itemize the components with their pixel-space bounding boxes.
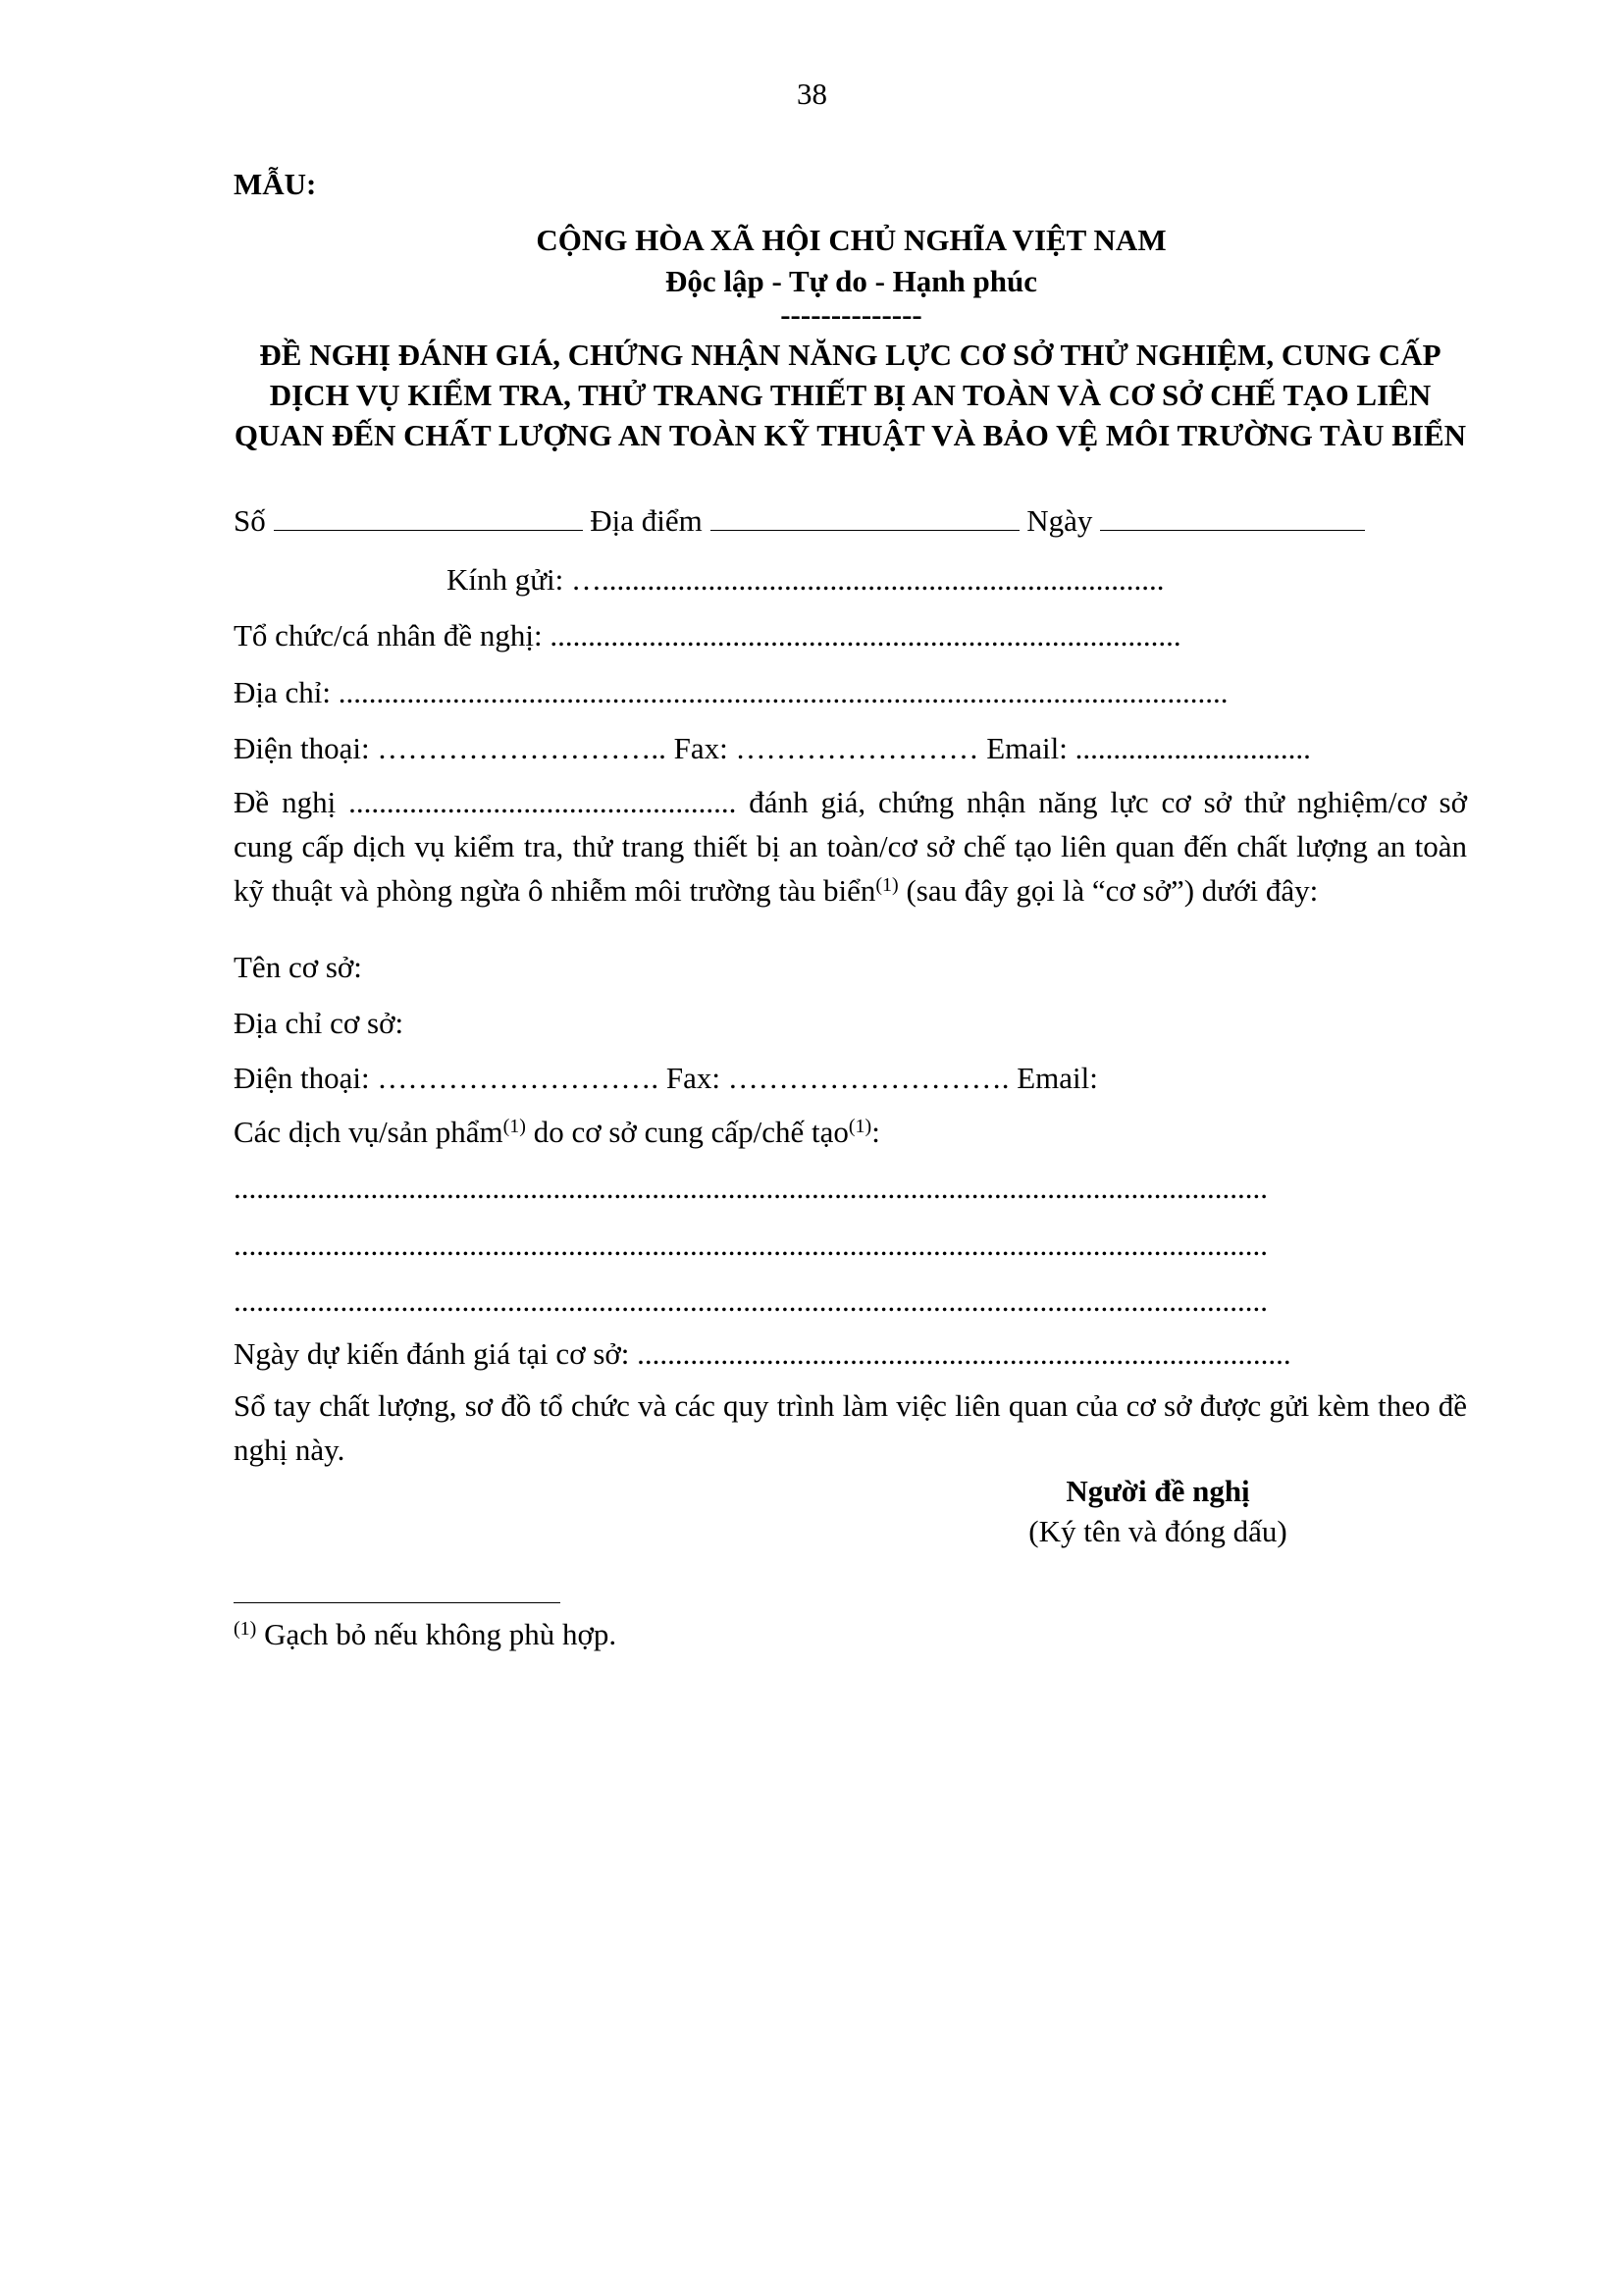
dotted-line: ........................................................................................................................................: [234, 1171, 1268, 1205]
dia-chi-co-so-line: Địa chỉ cơ sở:: [234, 1006, 404, 1040]
request-paragraph: [234, 780, 1467, 913]
request-text: Đề nghị ................................................... đánh giá, chứng nhận năng lực cơ sở thử nghiệm/cơ sở cung cấp dịch vụ kiểm tra, thử trang thiết bị an toàn/cơ sở chế tạo liên quan đến chất lượng an toàn kỹ thuật và phòng ngừa ô nhiễm môi trường tàu biển: [234, 785, 1467, 908]
dotted-line: ........................................................................................................................................: [234, 1283, 1268, 1318]
motto-heading: Độc lập - Tự do - Hạnh phúc: [665, 264, 1037, 298]
dien-thoai-co-so-line: Điện thoại: ………………………. Fax: ………………………. Email:: [234, 1061, 1098, 1095]
so-blank[interactable]: [274, 504, 583, 531]
ngay-blank[interactable]: [1100, 504, 1365, 531]
request-text-end: (sau đây gọi là “cơ sở”) dưới đây:: [898, 873, 1319, 908]
footnote-ref: (1): [848, 1116, 872, 1137]
footnote-ref: (1): [875, 874, 899, 896]
signature-title: Người đề nghị: [1066, 1474, 1250, 1508]
attachment-paragraph: Sổ tay chất lượng, sơ đồ tổ chức và các quy trình làm việc liên quan của cơ sở được gửi kèm theo đề nghị này.: [234, 1388, 1467, 1467]
heading-divider: --------------: [780, 297, 922, 332]
ngay-du-kien-line: Ngày dự kiến đánh giá tại cơ sở: ......................................................................................: [234, 1336, 1291, 1371]
dia-diem-blank[interactable]: [710, 504, 1020, 531]
footnote-text: Gạch bỏ nếu không phù hợp.: [256, 1617, 617, 1651]
form-label: MẪU:: [234, 167, 317, 201]
dia-chi-line: Địa chỉ: .....................................................................................................................: [234, 675, 1229, 709]
footnote: [234, 1617, 616, 1652]
kinh-gui-line: Kính gửi: …..........................................................................: [446, 562, 1165, 597]
page-number: 38: [797, 77, 827, 111]
signature-note: (Ký tên và đóng dấu): [1028, 1514, 1287, 1548]
reference-line: [234, 503, 1365, 539]
document-title: ĐỀ NGHỊ ĐÁNH GIÁ, CHỨNG NHẬN NĂNG LỰC CƠ SỞ THỬ NGHIỆM, CUNG CẤP DỊCH VỤ KIỂM TRA, THỬ TRANG THIẾT BỊ AN TOÀN VÀ CƠ SỞ CHẾ TẠO LIÊN QUAN ĐẾN CHẤT LƯỢNG AN TOÀN KỸ THUẬT VÀ BẢO VỆ MÔI TRƯỜNG TÀU BIỂN: [234, 338, 1467, 452]
footnote-divider: [234, 1602, 560, 1603]
dotted-line: ........................................................................................................................................: [234, 1227, 1268, 1262]
services-text: Các dịch vụ/sản phẩm: [234, 1115, 503, 1149]
so-label: Số: [234, 503, 266, 538]
services-text: do cơ sở cung cấp/chế tạo: [525, 1115, 849, 1149]
services-text: :: [871, 1115, 880, 1149]
ten-co-so-line: Tên cơ sở:: [234, 950, 362, 984]
services-line: [234, 1115, 880, 1150]
footnote-mark: (1): [234, 1618, 257, 1640]
country-heading: CỘNG HÒA XÃ HỘI CHỦ NGHĨA VIỆT NAM: [536, 223, 1167, 257]
footnote-ref: (1): [502, 1116, 526, 1137]
dien-thoai-line: Điện thoại: ……………………….. Fax: …………………… Email: ...............................: [234, 731, 1311, 765]
to-chuc-line: Tổ chức/cá nhân đề nghị: ...................................................................................: [234, 618, 1181, 652]
ngay-label: Ngày: [1026, 503, 1093, 538]
dia-diem-label: Địa điểm: [590, 503, 703, 538]
